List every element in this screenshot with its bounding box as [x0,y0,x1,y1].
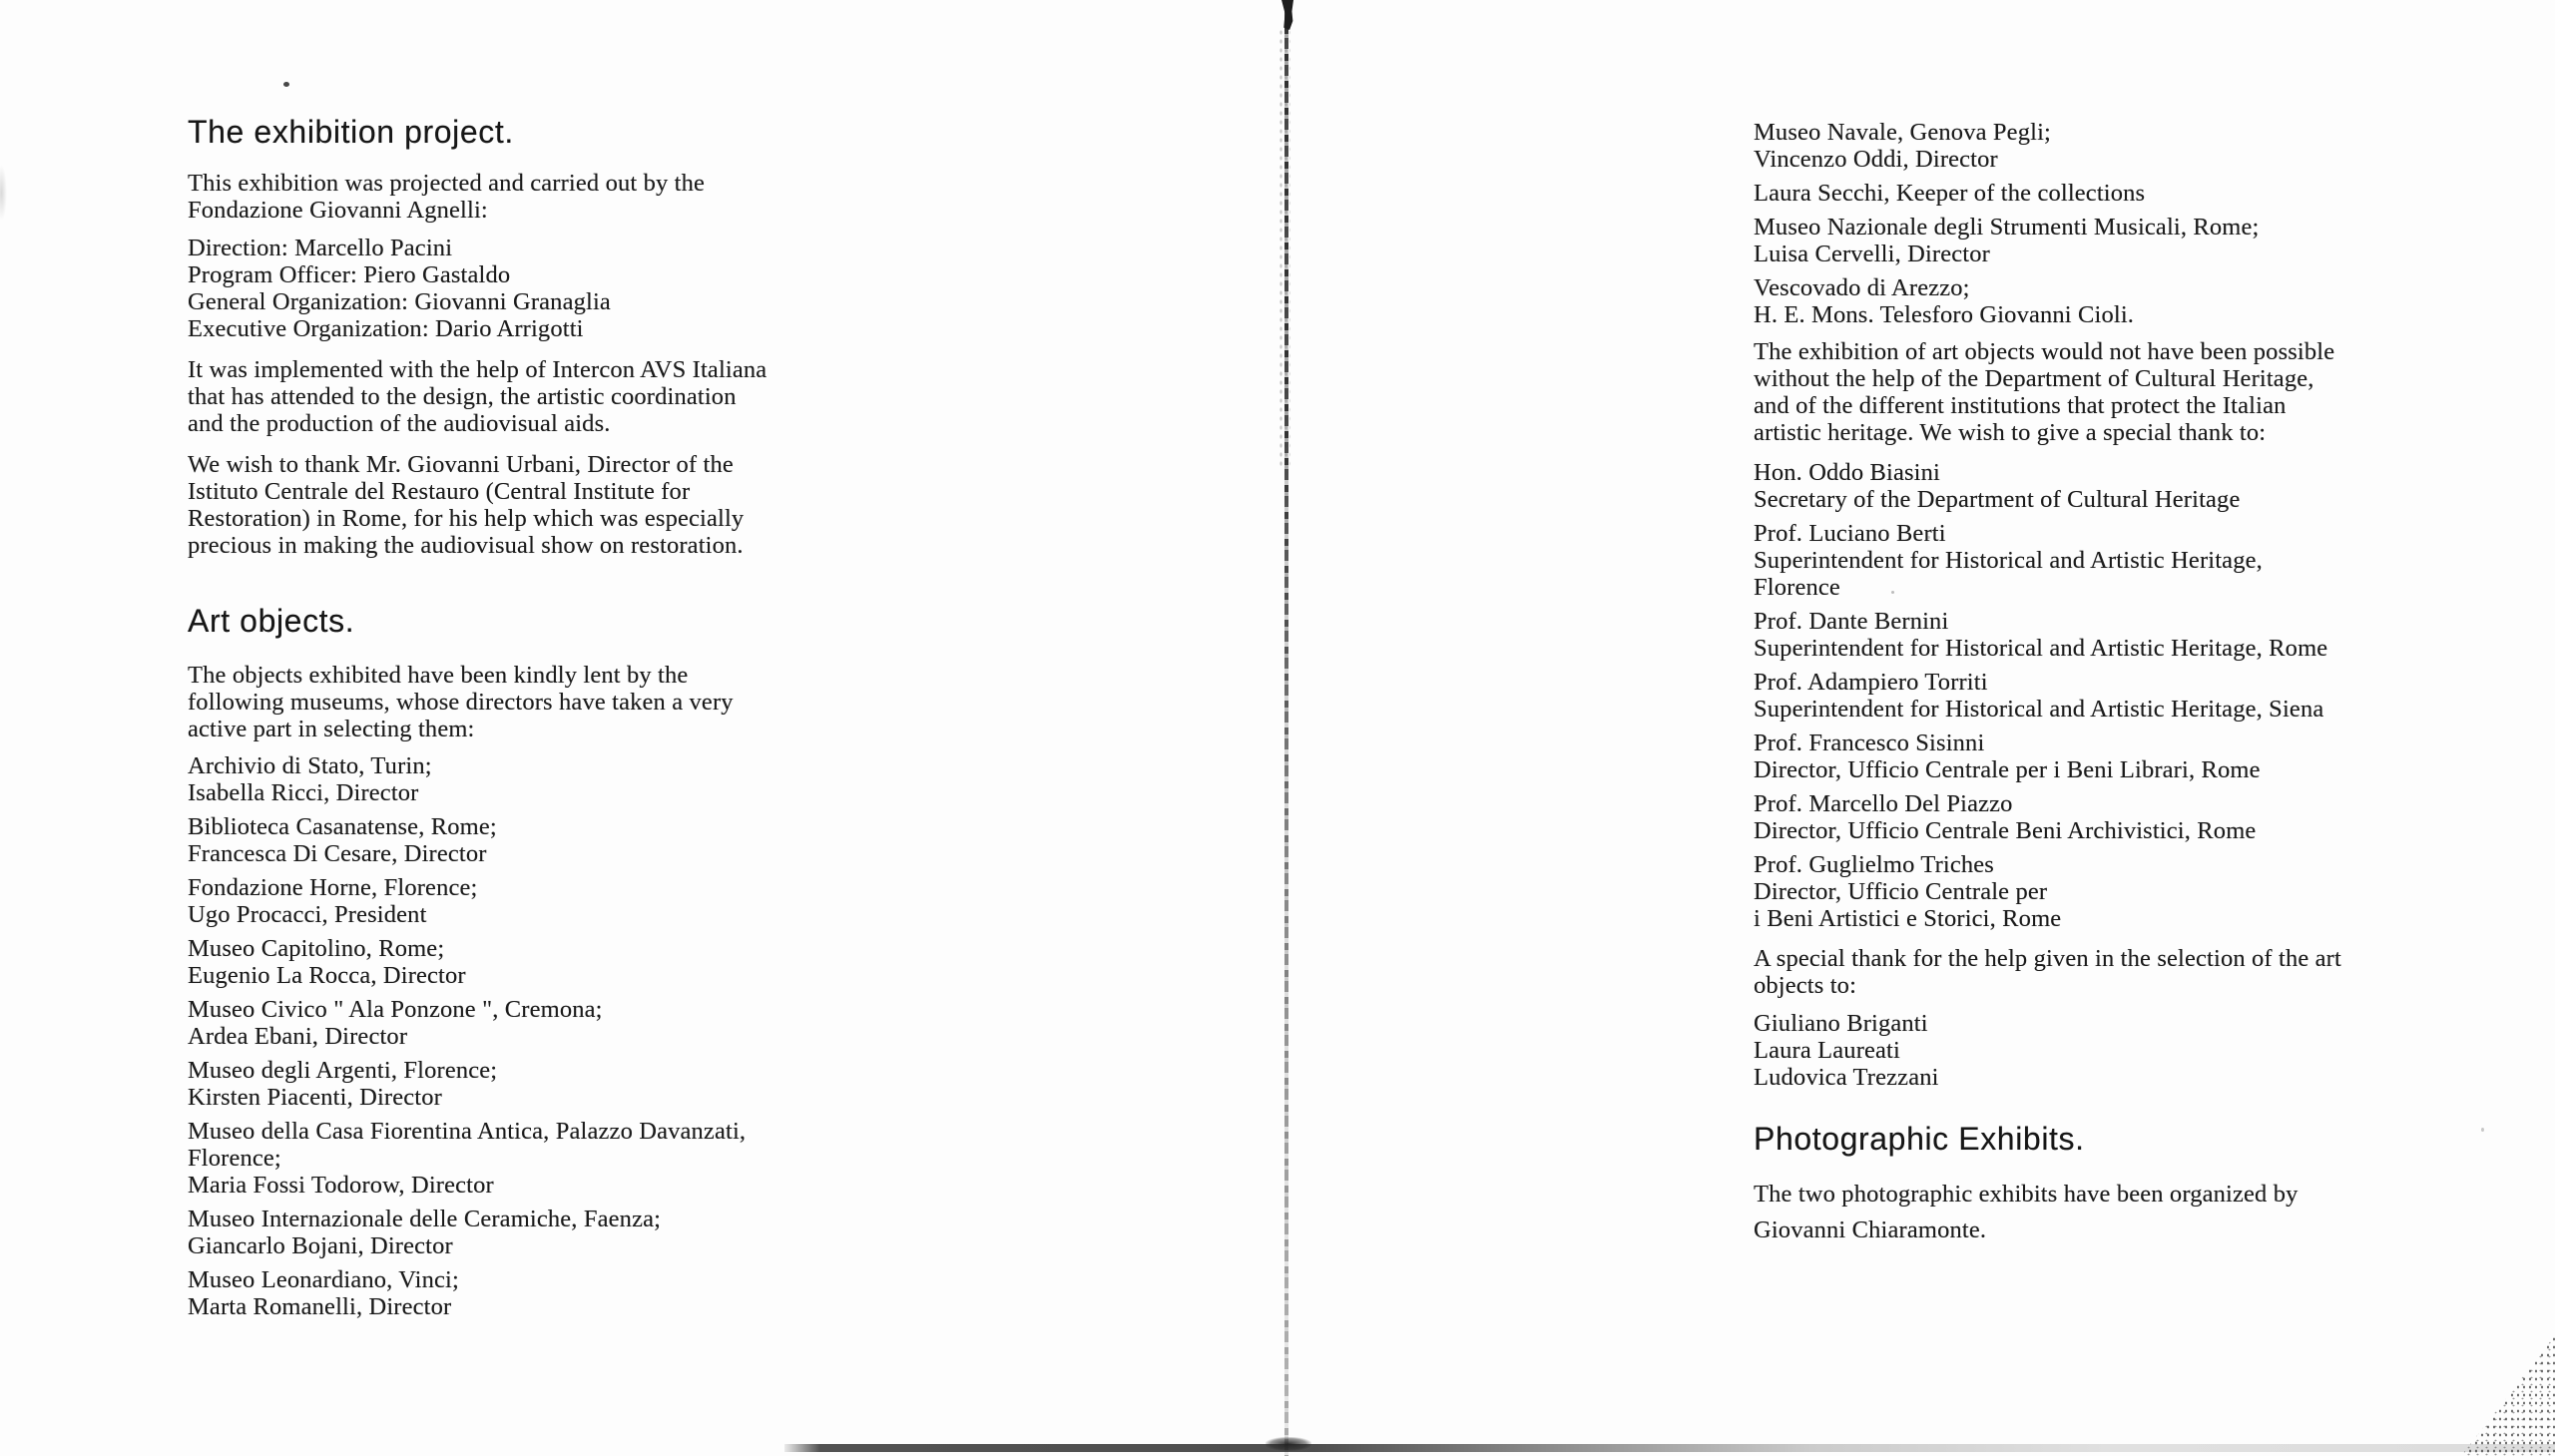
text-line: The two photographic exhibits have been organized by [1754,1181,2299,1208]
text-line: Biblioteca Casanatense, Rome; [188,813,497,840]
text-line: Florence; [188,1145,281,1172]
heading-photographic-exhibits: Photographic Exhibits. [1754,1121,2085,1157]
text-line: Director, Ufficio Centrale per i Beni Librari, Rome [1754,756,2261,783]
entry-group [1754,520,2432,601]
text-line: Ludovica Trezzani [1754,1064,1939,1091]
officials-list [1754,459,2432,932]
text-line: Maria Fossi Todorow, Director [188,1172,494,1199]
text-line: Fondazione Horne, Florence; [188,874,478,901]
credits-list [188,235,866,342]
text-line: Director, Ufficio Centrale Beni Archivistici, Rome [1754,817,2257,844]
entry-group [1754,180,2432,207]
paragraph-cultural-heritage [1754,338,2432,446]
text-line: Museo Civico " Ala Ponzone ", Cremona; [188,996,603,1023]
text-line: i Beni Artistici e Storici, Rome [1754,905,2062,932]
scan-speck [2481,1128,2484,1132]
text-line: Eugenio La Rocca, Director [188,962,466,989]
paragraph-special-thanks [1754,945,2432,999]
text-line: Ardea Ebani, Director [188,1023,408,1050]
text-line: Francesca Di Cesare, Director [188,840,487,867]
entry-group [188,935,866,989]
text-line: Prof. Luciano Berti [1754,520,1946,547]
paragraph-art-objects-intro [188,662,866,742]
entry-group [188,813,866,867]
text-line: Museo Nazionale degli Strumenti Musicali, Rome; [1754,214,2260,241]
paragraph-intercon [188,356,866,437]
selection-names-list [1754,1010,2432,1091]
text-line: following museums, whose directors have taken a very [188,689,734,716]
text-line: Secretary of the Department of Cultural Heritage [1754,486,2241,513]
text-line: Luisa Cervelli, Director [1754,241,1990,267]
text-line: Prof. Guglielmo Triches [1754,851,1994,878]
paragraph-urbani-thanks [188,451,866,559]
text-line: that has attended to the design, the artistic coordination [188,383,737,410]
text-line: A special thank for the help given in the selection of the art [1754,945,2341,972]
text-line: Ugo Procacci, President [188,901,427,928]
text-line: Museo Internazionale delle Ceramiche, Faenza; [188,1206,662,1232]
entry-group [1754,274,2432,328]
text-line: Istituto Centrale del Restauro (Central Institute for [188,478,691,505]
text-line: Prof. Francesco Sisinni [1754,729,1985,756]
text-line: Director, Ufficio Centrale per [1754,878,2048,905]
text-line: Hon. Oddo Biasini [1754,459,1940,486]
text-line: Direction: Marcello Pacini [188,235,453,261]
entry-group [1754,608,2432,662]
text-line: Superintendent for Historical and Artistic Heritage, [1754,547,2263,574]
text-line: Laura Laureati [1754,1037,1900,1064]
text-line: Restoration) in Rome, for his help which was especially [188,505,745,532]
text-line: Prof. Adampiero Torriti [1754,669,1988,696]
entry-group [1754,459,2432,513]
text-line: Program Officer: Piero Gastaldo [188,261,511,288]
text-line: active part in selecting them: [188,716,475,742]
text-line: General Organization: Giovanni Granaglia [188,288,611,315]
text-line: Giancarlo Bojani, Director [188,1232,453,1259]
text-line: Vescovado di Arezzo; [1754,274,1970,301]
entry-group [1754,851,2432,932]
entry-group [188,1206,866,1259]
text-line: It was implemented with the help of Intercon AVS Italiana [188,356,767,383]
text-line: artistic heritage. We wish to give a special thank to: [1754,419,2267,446]
text-line: objects to: [1754,972,1857,999]
text-line: Giuliano Briganti [1754,1010,1928,1037]
scan-speck [1927,536,1930,539]
text-line: The objects exhibited have been kindly lent by the [188,662,689,689]
text-line: H. E. Mons. Telesforo Giovanni Cioli. [1754,301,2135,328]
text-line: The exhibition of art objects would not have been possible [1754,338,2335,365]
text-line: Giovanni Chiaramonte. [1754,1216,1987,1243]
page-fold-fuzz [1278,28,1290,467]
entry-group [1754,729,2432,783]
entry-group [1754,119,2432,173]
text-line: precious in making the audiovisual show on restoration. [188,532,744,559]
text-line: Museo Capitolino, Rome; [188,935,445,962]
text-line: We wish to thank Mr. Giovanni Urbani, Director of the [188,451,734,478]
lenders-list-left [188,752,866,1320]
text-line: Isabella Ricci, Director [188,779,419,806]
text-line: Museo della Casa Fiorentina Antica, Palazzo Davanzati, [188,1118,747,1145]
scan-speck [283,82,289,87]
scan-speck [1891,591,1894,594]
text-line: This exhibition was projected and carried out by the [188,170,706,197]
text-line: Museo Navale, Genova Pegli; [1754,119,2051,146]
entry-group [188,1266,866,1320]
text-line: Fondazione Giovanni Agnelli: [188,197,488,224]
text-line: Museo Leonardiano, Vinci; [188,1266,459,1293]
paragraph-exhibition-intro [188,170,866,224]
text-line: Laura Secchi, Keeper of the collections [1754,180,2146,207]
text-line: Kirsten Piacenti, Director [188,1084,442,1111]
entry-group [188,752,866,806]
scan-corner-noise [2461,1335,2555,1456]
text-line: Archivio di Stato, Turin; [188,752,432,779]
text-line: and the production of the audiovisual aids. [188,410,611,437]
lenders-list-right [1754,119,2432,328]
entry-group [1754,669,2432,723]
text-line: Museo degli Argenti, Florence; [188,1057,498,1084]
heading-exhibition-project: The exhibition project. [188,114,514,150]
page-fold-top-mark [1280,0,1293,30]
text-line: Florence [1754,574,1840,601]
text-line: Marta Romanelli, Director [188,1293,452,1320]
paragraph-photographic-exhibits [1754,1177,2432,1248]
scan-bottom-edge-line [784,1444,2555,1452]
heading-art-objects: Art objects. [188,603,355,639]
right-page [1754,0,2432,1248]
left-page [188,0,866,1320]
text-line: without the help of the Department of Cultural Heritage, [1754,365,2314,392]
text-line: Vincenzo Oddi, Director [1754,146,1998,173]
text-line: Prof. Marcello Del Piazzo [1754,790,2013,817]
scan-edge-smudge [0,165,7,221]
entry-group [1754,790,2432,844]
text-line: Prof. Dante Bernini [1754,608,1949,635]
text-line: Superintendent for Historical and Artistic Heritage, Siena [1754,696,2324,723]
entry-group [188,996,866,1050]
text-line: and of the different institutions that protect the Italian [1754,392,2287,419]
entry-group [188,1118,866,1199]
entry-group [1754,214,2432,267]
entry-group [188,1057,866,1111]
text-line: Executive Organization: Dario Arrigotti [188,315,584,342]
text-line: Superintendent for Historical and Artistic Heritage, Rome [1754,635,2328,662]
entry-group [188,874,866,928]
